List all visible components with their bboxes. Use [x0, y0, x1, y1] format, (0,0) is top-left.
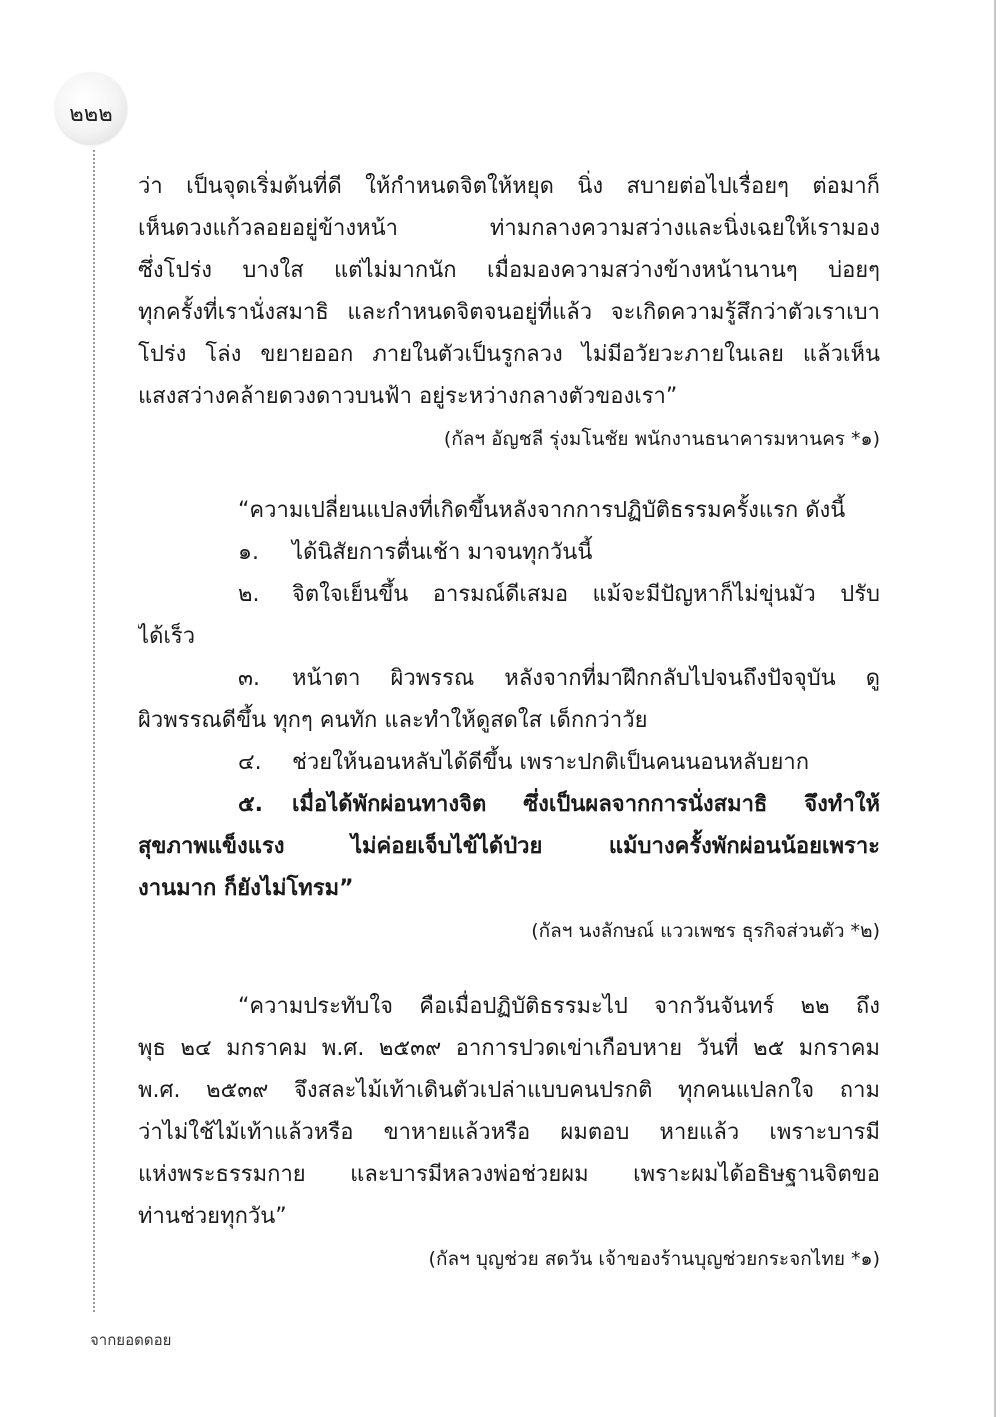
page-body: [138, 166, 880, 1280]
list-text: ได้นิสัยการตื่นเช้า มาจนทุกวันนี้: [292, 540, 593, 565]
page-number: ๒๒๒: [69, 102, 113, 127]
list-number: ๕.: [238, 792, 264, 817]
list-item-2: [138, 574, 880, 616]
list-item-1: [138, 532, 880, 574]
list-number: ๑.: [238, 540, 259, 565]
list-number: ๔.: [238, 750, 262, 775]
quote1-attribution: (กัลฯ อัญชลี รุ่งมโนชัย พนักงานธนาคารมหานคร *๑): [443, 428, 880, 450]
page-edge: [994, 0, 996, 1417]
quote3-line: แห่งพระธรรมกาย และบารมีหลวงพ่อช่วยผม เพราะผมได้อธิษฐานจิตขอ: [138, 1162, 880, 1187]
list-text: หน้าตา ผิวพรรณ หลังจากที่มาฝึกกลับไปจนถึงปัจจุบัน ดู: [292, 666, 880, 691]
quote3-line: ว่าไม่ใช้ไม้เท้าแล้วหรือ ขาหายแล้วหรือ ผมตอบ หายแล้ว เพราะบารมี: [138, 1120, 880, 1145]
quote1-line: โปร่ง โล่ง ขยายออก ภายในตัวเป็นรูกลวง ไม่มีอวัยวะภายในเลย แล้วเห็น: [138, 342, 880, 367]
quote1-line: แสงสว่างคล้ายดวงดาวบนฟ้า อยู่ระหว่างกลางตัวของเรา”: [138, 384, 678, 409]
margin-dotted-line: [93, 150, 95, 1312]
list-item-3-cont: ผิวพรรณดีขึ้น ทุกๆ คนทัก และทำให้ดูสดใส เด็กกว่าวัย: [138, 708, 648, 733]
list-item-4: [138, 742, 880, 784]
quote3-line: พ.ศ. ๒๕๓๙ จึงสละไม้เท้าเดินตัวเปล่าแบบคนปรกติ ทุกคนแปลกใจ ถาม: [138, 1078, 880, 1103]
quote2-attribution: (กัลฯ นงลักษณ์ แววเพชร ธุรกิจส่วนตัว *๒): [531, 920, 880, 942]
list-number: ๒.: [238, 582, 260, 607]
quote3-line: พุธ ๒๔ มกราคม พ.ศ. ๒๕๓๙ อาการปวดเข่าเกือบหาย วันที่ ๒๕ มกราคม: [138, 1036, 880, 1061]
list-number: ๓.: [238, 666, 261, 691]
quote1-line: เห็นดวงแก้วลอยอยู่ข้างหน้า ท่ามกลางความสว่างและนิ่งเฉยให้เรามอง: [138, 216, 880, 241]
quote1-line: ทุกครั้งที่เรานั่งสมาธิ และกำหนดจิตจนอยู่ที่แล้ว จะเกิดความรู้สึกว่าตัวเราเบา: [138, 300, 880, 325]
list-item-5: [138, 784, 880, 826]
book-title-footer: จากยอดดอย: [90, 1331, 172, 1349]
quote3-line: “ความประทับใจ คือเมื่อปฏิบัติธรรมะไป จากวันจันทร์ ๒๒ ถึง: [238, 994, 880, 1019]
list-text: ช่วยให้นอนหลับได้ดีขึ้น เพราะปกติเป็นคนนอนหลับยาก: [292, 750, 810, 775]
quote1-line: ซึ่งโปร่ง บางใส แต่ไม่มากนัก เมื่อมองความสว่างข้างหน้านานๆ บ่อยๆ: [138, 258, 880, 283]
list-text: จิตใจเย็นขึ้น อารมณ์ดีเสมอ แม้จะมีปัญหาก็ไม่ขุ่นมัว ปรับ: [292, 582, 880, 607]
quote3-attribution: (กัลฯ บุญช่วย สดวัน เจ้าของร้านบุญช่วยกระจกไทย *๑): [428, 1248, 880, 1270]
list-text: เมื่อได้พักผ่อนทางจิต ซึ่งเป็นผลจากการนั่งสมาธิ จึงทำให้: [292, 792, 880, 817]
quote3-line: ท่านช่วยทุกวัน”: [138, 1204, 287, 1229]
quote1-line: ว่า เป็นจุดเริ่มต้นที่ดี ให้กำหนดจิตให้หยุด นิ่ง สบายต่อไปเรื่อยๆ ต่อมาก็: [138, 174, 880, 199]
list-item-5-cont: งานมาก ก็ยังไม่โทรม”: [138, 876, 354, 901]
list-item-3: [138, 658, 880, 700]
list-item-2-cont: ได้เร็ว: [138, 624, 196, 649]
list-item-5-cont: สุขภาพแข็งแรง ไม่ค่อยเจ็บไข้ได้ป่วย แม้บางครั้งพักผ่อนน้อยเพราะ: [138, 834, 880, 859]
quote2-intro: “ความเปลี่ยนแปลงที่เกิดขึ้นหลังจากการปฏิบัติธรรมครั้งแรก ดังนี้: [238, 498, 846, 523]
